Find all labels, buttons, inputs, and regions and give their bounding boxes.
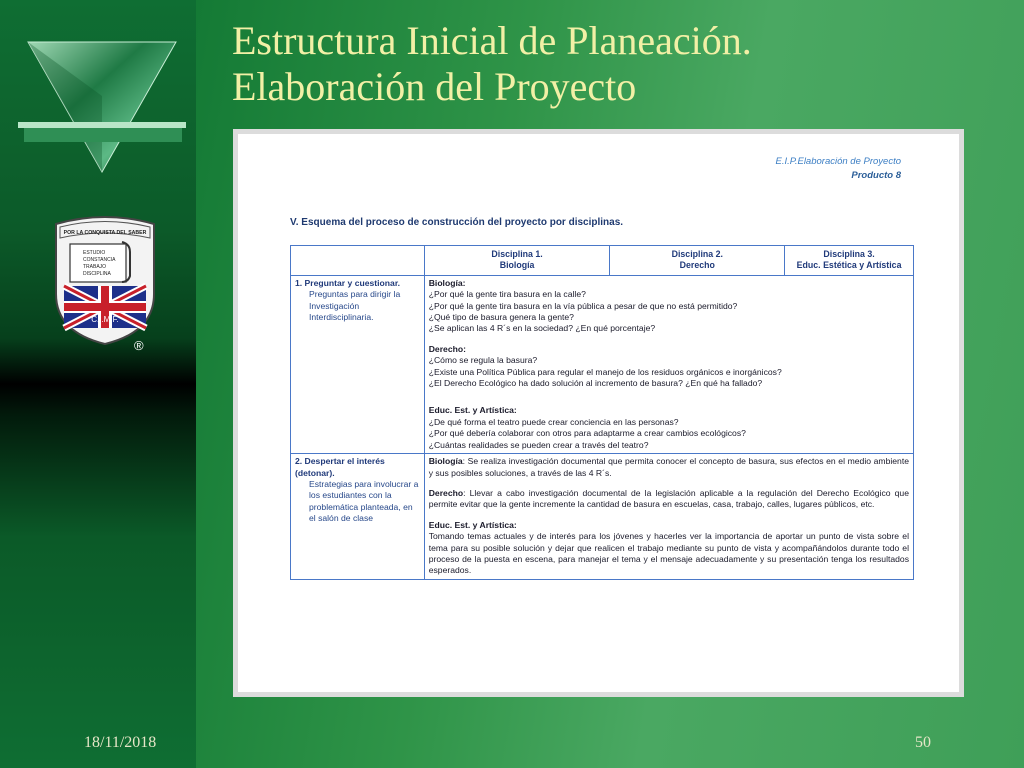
stage-title: 1. Preguntar y cuestionar.: [295, 277, 401, 288]
slide-date: 18/11/2018: [84, 734, 157, 751]
question-line: ¿Por qué debería colaborar con otros para adaptarme a crear cambios ecológicos?: [428, 428, 746, 439]
slide-page-number: 50: [915, 734, 931, 751]
paragraph-heading: Biología: [428, 456, 463, 467]
question-line: ¿Cómo se regula la basura?: [428, 355, 538, 366]
crest-scroll-line-2: CONSTANCIA: [83, 257, 116, 263]
strategy-paragraph: [429, 520, 909, 577]
paragraph-heading: Educ. Est. y Artística:: [428, 519, 517, 530]
table-row: [291, 275, 914, 453]
embedded-document: [238, 134, 959, 692]
table-header-row: [291, 246, 914, 276]
strategies-cell: [424, 454, 913, 580]
document-header-line-2: Producto 8: [851, 170, 901, 181]
question-line: ¿Por qué la gente tira basura en la vía pública a pesar de que no está permitido?: [428, 300, 738, 311]
column-header: Disciplina 3. Educ. Estética y Artística: [785, 246, 914, 276]
questions-cell: [424, 275, 913, 453]
slide-title-line-1: Estructura Inicial de Planeación.: [232, 18, 752, 63]
section-title: V. Esquema del proceso de construcción del proyecto por disciplinas.: [290, 217, 624, 228]
question-line: ¿Existe una Política Pública para regular el manejo de los residuos orgánicos e inorgánicos?: [428, 366, 782, 377]
question-block: [429, 278, 909, 335]
table-row: [291, 454, 914, 580]
question-block: [429, 405, 909, 451]
question-line: ¿Qué tipo de basura genera la gente?: [428, 312, 574, 323]
question-line: ¿Se aplican las 4 R´s en la sociedad? ¿En qué porcentaje?: [428, 323, 656, 334]
slide-title: [232, 18, 1012, 110]
question-line: ¿Por qué la gente tira basura en la calle?: [428, 289, 586, 300]
column-header: Disciplina 2. Derecho: [610, 246, 785, 276]
crest-top-text: POR LA CONQUISTA DEL SABER: [63, 230, 147, 236]
column-header: Disciplina 1. Biología: [424, 246, 610, 276]
stage-description: Estrategias para involucrar a los estudiantes con la problemática planteada, en el salón de clase: [309, 478, 419, 524]
crest-scroll-line-4: DISCIPLINA: [83, 271, 111, 277]
stage-cell: [291, 454, 425, 580]
document-header-line-1: E.I.P.Elaboración de Proyecto: [775, 156, 901, 167]
crest-bottom-text: C.I.M.F.: [91, 315, 119, 324]
embedded-document-frame: [233, 129, 964, 697]
document-header: [775, 155, 901, 183]
block-heading: Educ. Est. y Artística:: [428, 405, 517, 416]
registered-mark: ®: [134, 338, 144, 353]
paragraph-text: : Se realiza investigación documental que permita conocer el concepto de basura, sus efectos en el medio ambiente y sus posibles soluciones, a través de las 4 R´s.: [428, 456, 909, 478]
stage-description: Preguntas para dirigir la Investigación Interdisciplinaria.: [309, 289, 401, 323]
strategy-paragraph: [429, 488, 909, 511]
crest-scroll-line-3: TRABAJO: [83, 264, 107, 270]
paragraph-text: : Llevar a cabo investigación documental de la legislación aplicable a la regulación del Derecho Ecológico que permite evitar que la gente incremente la cantidad de basura en escuelas, casa, trabajo, calles, lugares públicos, etc.: [428, 487, 909, 510]
question-block: [429, 344, 909, 390]
paragraph-text: Tomando temas actuales y de interés para los jóvenes y hacerles ver la importancia de aportar un punto de vista sobre el tema para su posible solución y dejar que realicen el trabajo mediante su punto de vista y acompañándolos durante todo el proceso de la puesta en escena, para manejar el tema y el mensaje adecuadamente y su presentación tenga los resultados esperados.: [428, 531, 909, 576]
strategy-paragraph: [429, 456, 909, 479]
stage-title: 2. Despertar el interés (detonar).: [295, 456, 385, 478]
question-line: ¿De qué forma el teatro puede crear conciencia en las personas?: [428, 416, 679, 427]
question-line: ¿Cuántas realidades se pueden crear a través del teatro?: [428, 439, 649, 450]
slide-title-line-2: Elaboración del Proyecto: [232, 64, 637, 109]
crest-scroll-line-1: ESTUDIO: [83, 250, 106, 256]
paragraph-heading: Derecho: [428, 487, 464, 498]
triangle-logo-icon: [14, 36, 190, 178]
question-line: ¿El Derecho Ecológico ha dado solución al incremento de basura? ¿En qué ha fallado?: [428, 378, 763, 389]
stage-cell: [291, 275, 425, 453]
block-heading: Biología:: [428, 277, 466, 288]
block-heading: Derecho:: [428, 343, 466, 354]
empty-header-cell: [291, 246, 425, 276]
discipline-table: [290, 245, 914, 580]
school-crest-logo: [50, 214, 160, 354]
